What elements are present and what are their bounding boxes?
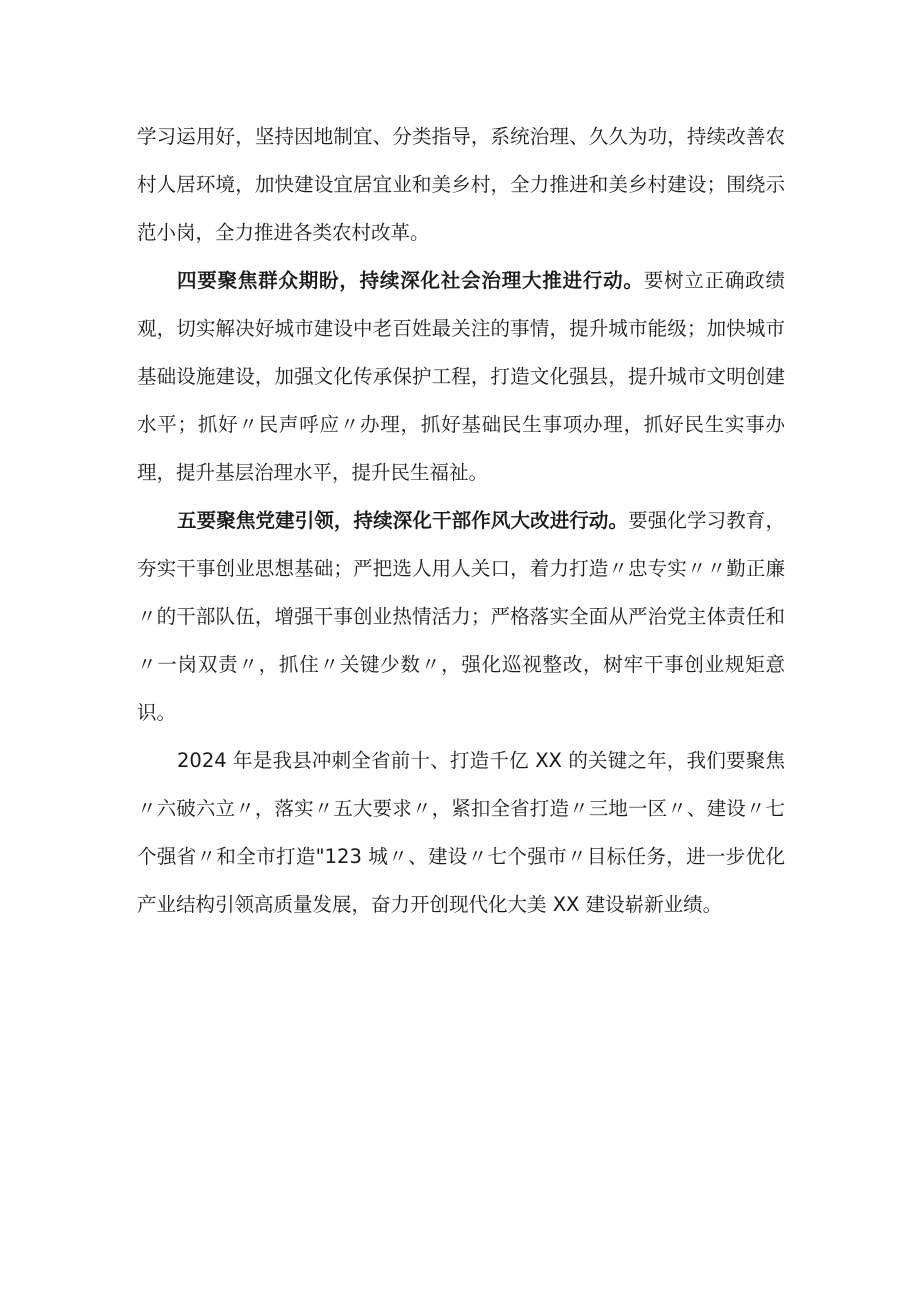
paragraph-text: 2024 年是我县冲刺全省前十、打造千亿 XX 的关键之年，我们要聚焦〃六破六立〃，落实〃五大要求〃，紧扣全省打造〃三地一区〃、建设〃七个强省〃和全市打造"123 城〃、建设〃七个强市〃目标任务，进一步优化产业结构引领高质量发展，奋力开创现代化大美 XX 建设崭新业绩。: [137, 749, 785, 916]
paragraph-heading: 四要聚焦群众期盼，持续深化社会治理大推进行动。: [177, 269, 644, 292]
paragraph-text: 学习运用好，坚持因地制宜、分类指导，系统治理、久久为功，持续改善农村人居环境，加快建设宜居宜业和美乡村，全力推进和美乡村建设；围绕示范小岗，全力推进各类农村改革。: [137, 125, 785, 244]
paragraph-party-building: [137, 497, 785, 737]
document-body: [137, 113, 785, 929]
paragraph-text: 要树立正确政绩观，切实解决好城市建设中老百姓最关注的事情，提升城市能级；加快城市基础设施建设，加强文化传承保护工程，打造文化强县，提升城市文明创建水平；抓好〃民声呼应〃办理，抓好基础民生事项办理，抓好民生实事办理，提升基层治理水平，提升民生福祉。: [137, 269, 785, 484]
paragraph-conclusion: [137, 737, 785, 929]
paragraph-heading: 五要聚焦党建引领，持续深化干部作风大改进行动。: [177, 509, 629, 532]
paragraph-social-governance: [137, 257, 785, 497]
paragraph-continuation: [137, 113, 785, 257]
paragraph-text: 要强化学习教育，夯实干事创业思想基础；严把选人用人关口，着力打造〃忠专实〃〃勤正廉〃的干部队伍，增强干事创业热情活力；严格落实全面从严治党主体责任和〃一岗双责〃，抓住〃关键少数〃，强化巡视整改，树牢干事创业规矩意识。: [137, 509, 785, 724]
